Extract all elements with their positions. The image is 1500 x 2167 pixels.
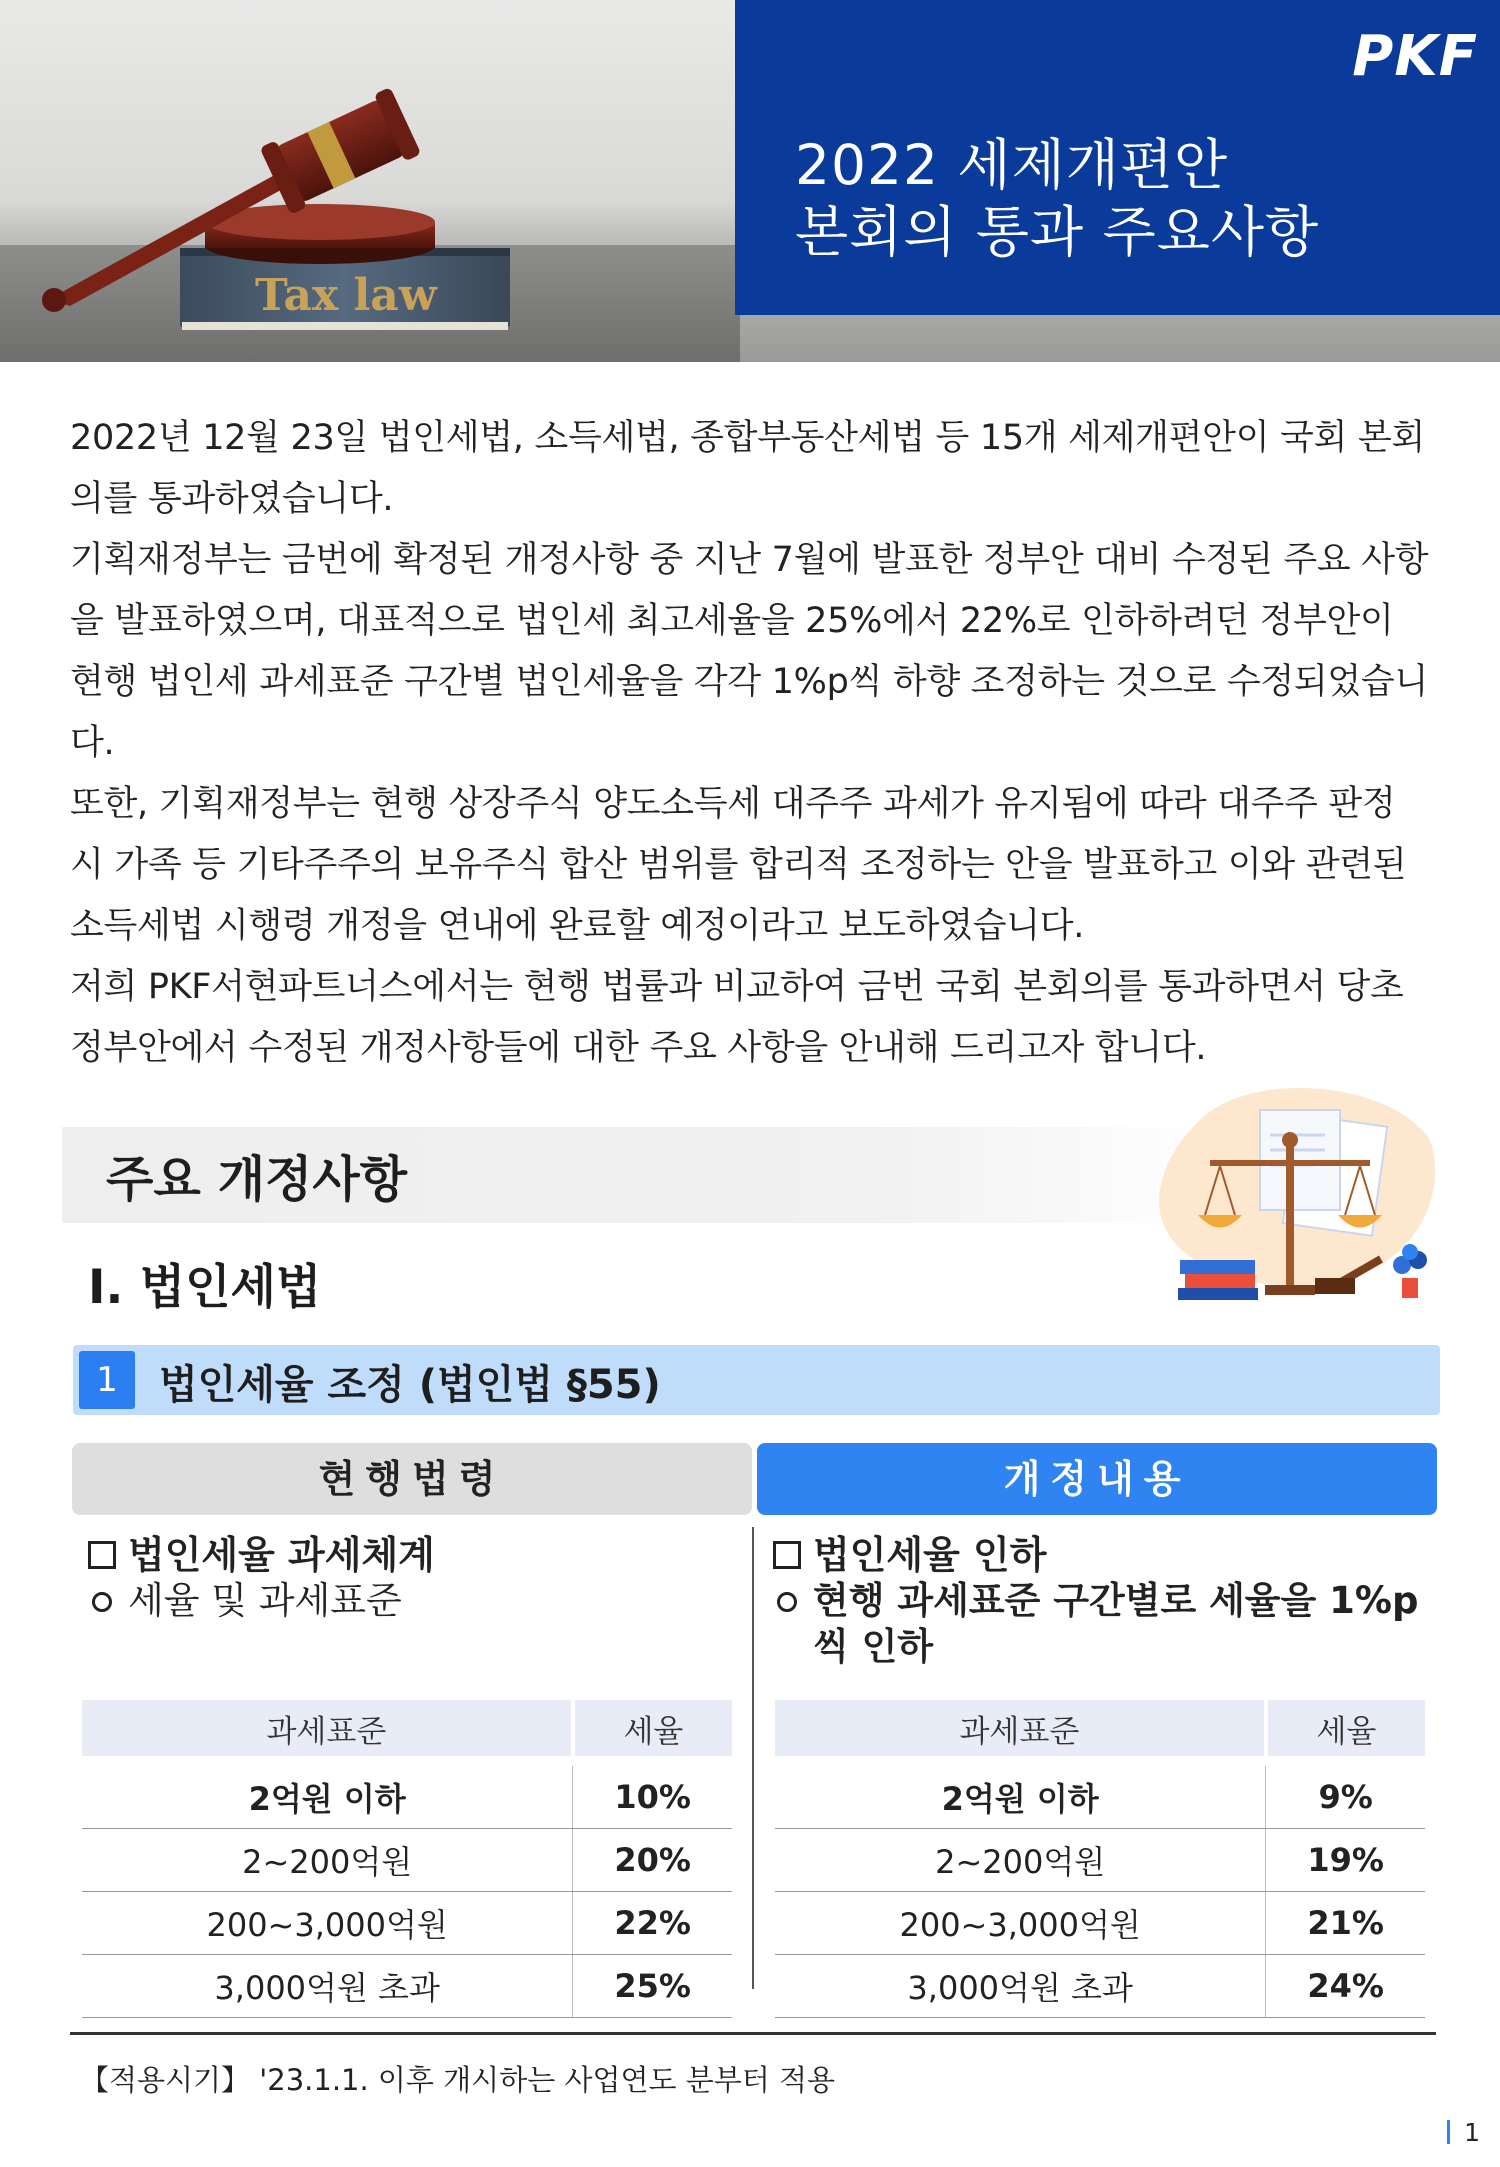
revised-law-column (773, 1532, 1433, 1670)
rate-cell: 21% (1266, 1892, 1425, 1955)
intro-text (70, 408, 1430, 1079)
column-divider (752, 1527, 754, 1989)
rate-cell: 24% (1266, 1955, 1425, 2018)
square-bullet-icon (773, 1541, 801, 1569)
effective-date-note: 【적용시기】 '23.1.1. 이후 개시하는 사업연도 분부터 적용 (80, 2063, 836, 2097)
tax-base-cell: 200~3,000억원 (82, 1892, 573, 1955)
tax-base-cell: 3,000억원 초과 (82, 1955, 573, 2018)
table-row (775, 1766, 1425, 1829)
column-header: 과세표준 (82, 1700, 573, 1756)
current-sub-text: 세율 및 과세표준 (128, 1579, 402, 1622)
rate-cell: 10% (573, 1766, 732, 1829)
table-row (775, 1829, 1425, 1892)
tax-base-cell: 2~200억원 (82, 1829, 573, 1892)
intro-paragraph: 2022년 12월 23일 법인세법, 소득세법, 종합부동산세법 등 15개 세제개편안이 국회 본회의를 통과하였습니다. (70, 418, 1425, 519)
table-row (82, 1766, 732, 1829)
title-line-1: 2022 세제개편안 (795, 133, 1229, 197)
current-rate-table (82, 1700, 732, 2018)
square-bullet-icon (88, 1541, 116, 1569)
tax-base-cell: 2억원 이하 (82, 1766, 573, 1829)
rate-cell: 22% (573, 1892, 732, 1955)
rate-cell: 20% (573, 1829, 732, 1892)
tax-base-cell: 2~200억원 (775, 1829, 1266, 1892)
bottom-rule (70, 2032, 1436, 2035)
gavel-illustration (0, 0, 740, 362)
current-heading-text: 법인세율 과세체계 (128, 1533, 435, 1577)
tax-base-cell: 2억원 이하 (775, 1766, 1266, 1829)
tax-base-cell: 3,000억원 초과 (775, 1955, 1266, 2018)
revised-heading (773, 1532, 1433, 1578)
revised-sub-text: 현행 과세표준 구간별로 세율을 1%p 씩 인하 (813, 1579, 1419, 1668)
table-row (775, 1892, 1425, 1955)
table-row (775, 1955, 1425, 2018)
rate-cell: 19% (1266, 1829, 1425, 1892)
current-heading (88, 1532, 748, 1578)
book-label: Tax law (255, 270, 437, 321)
table-row (82, 1892, 732, 1955)
column-header: 세율 (1266, 1700, 1425, 1756)
item-header (73, 1345, 1440, 1415)
title-panel (735, 0, 1500, 315)
scales-of-justice-icon (1140, 1080, 1440, 1310)
revised-law-header: 개정내용 (757, 1443, 1437, 1515)
header-banner (0, 0, 1500, 362)
current-sub (88, 1578, 748, 1624)
table-row (82, 1829, 732, 1892)
column-header: 세율 (573, 1700, 732, 1756)
rate-cell: 9% (1266, 1766, 1425, 1829)
revised-sub (773, 1578, 1433, 1670)
table-row (82, 1955, 732, 2018)
revised-heading-text: 법인세율 인하 (813, 1533, 1047, 1577)
section-header (62, 1127, 1222, 1223)
section-title: 주요 개정사항 (106, 1151, 408, 1208)
page-bar-icon (1447, 2120, 1450, 2144)
tax-base-cell: 200~3,000억원 (775, 1892, 1266, 1955)
item-title: 법인세율 조정 (법인법 §55) (159, 1362, 661, 1408)
circle-bullet-icon (777, 1592, 797, 1612)
page-title (795, 132, 1319, 266)
title-line-2: 본회의 통과 주요사항 (795, 200, 1320, 264)
pkf-logo: PKF (1352, 24, 1478, 89)
page-number (1447, 2118, 1480, 2147)
revised-rate-table (775, 1700, 1425, 2018)
rate-cell: 25% (573, 1955, 732, 2018)
intro-paragraph: 저희 PKF서현파트너스에서는 현행 법률과 비교하여 금번 국회 본회의를 통과하면서 당초 정부안에서 수정된 개정사항들에 대한 주요 사항을 안내해 드리고자 합니다. (70, 967, 1404, 1068)
column-header: 과세표준 (775, 1700, 1266, 1756)
current-law-header: 현행법령 (72, 1443, 752, 1515)
page-number-text: 1 (1464, 2118, 1480, 2147)
law-title: I. 법인세법 (88, 1260, 322, 1315)
intro-paragraph: 기획재정부는 금번에 확정된 개정사항 중 지난 7월에 발표한 정부안 대비 수정된 주요 사항을 발표하였으며, 대표적으로 법인세 최고세율을 25%에서 22%로 인하하려던 정부안이 현행 법인세 과세표준 구간별 법인세율을 각각 1%p씩 하향 조정하는 것으로 수정되었습니다. (70, 540, 1429, 763)
circle-bullet-icon (92, 1592, 112, 1612)
intro-paragraph: 또한, 기획재정부는 현행 상장주식 양도소득세 대주주 과세가 유지됨에 따라 대주주 판정 시 가족 등 기타주주의 보유주식 합산 범위를 합리적 조정하는 안을 발표하고 이와 관련된 소득세법 시행령 개정을 연내에 완료할 예정이라고 보도하였습니다. (70, 784, 1407, 946)
current-law-column (88, 1532, 748, 1624)
item-number: 1 (79, 1351, 135, 1409)
